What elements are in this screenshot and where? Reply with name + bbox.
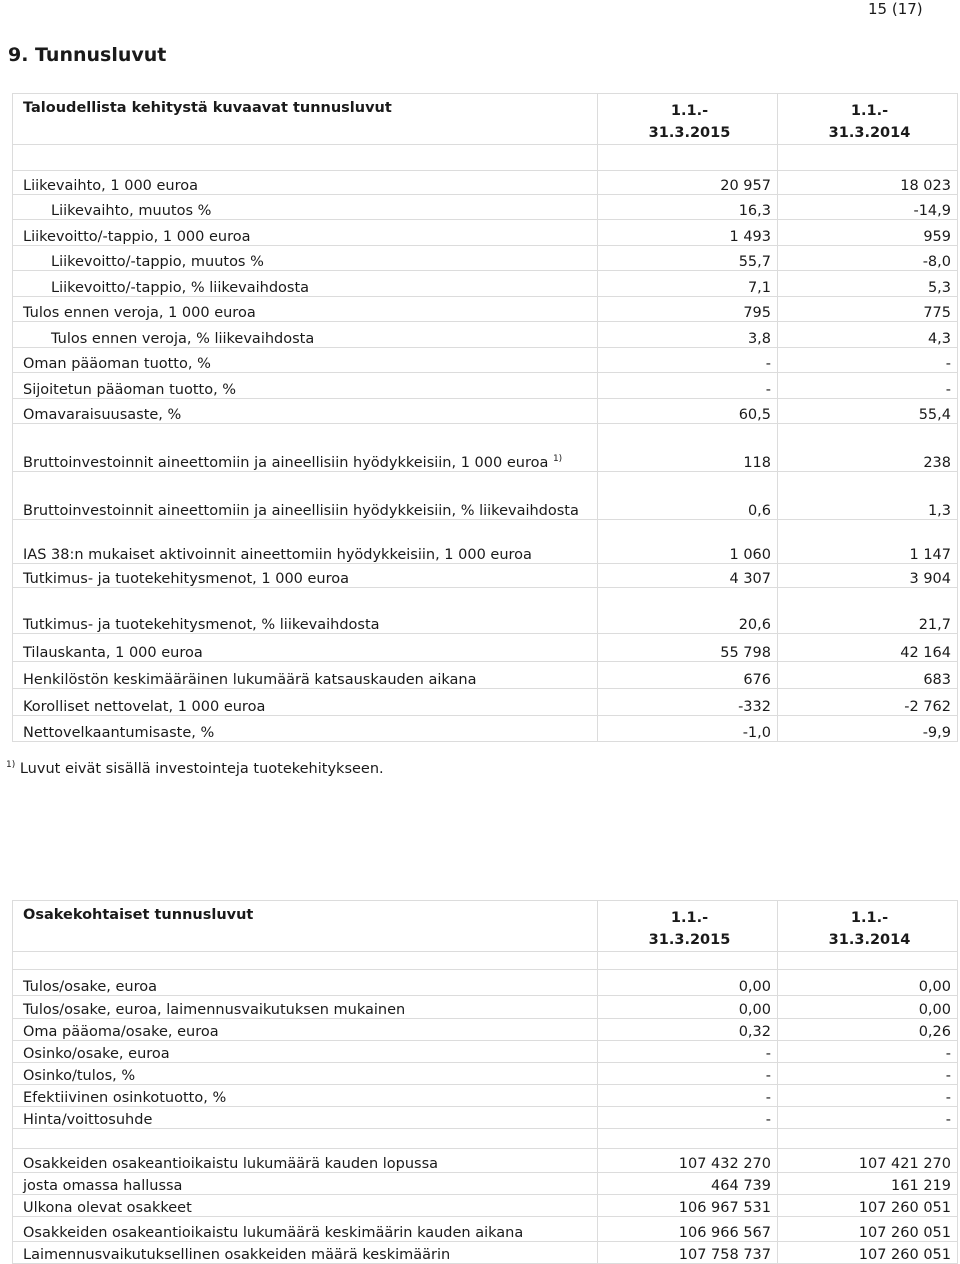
value-2015: 0,00 [598, 996, 778, 1019]
value-2014: 18 023 [778, 171, 958, 195]
value-2015: 16,3 [598, 195, 778, 220]
value-2014: 55,4 [778, 399, 958, 424]
value-2015: 464 739 [598, 1173, 778, 1195]
table-row [13, 246, 958, 271]
table-row [13, 1242, 958, 1264]
row-label-text: Tulos/osake, euroa, laimennusvaikutuksen mukainen [23, 1002, 406, 1018]
row-label [13, 564, 598, 588]
table-row [13, 348, 958, 373]
spacer-row [13, 1129, 958, 1149]
row-label [13, 1085, 598, 1107]
table-row [13, 662, 958, 689]
row-label-text: Tilauskanta, 1 000 euroa [23, 645, 203, 661]
table-row [13, 322, 958, 348]
value-2014: 107 260 051 [778, 1217, 958, 1242]
row-label [13, 1019, 598, 1041]
value-2015: 118 [598, 424, 778, 472]
row-label-text: Omavaraisuusaste, % [23, 407, 182, 423]
value-2014: -8,0 [778, 246, 958, 271]
table-row [13, 424, 958, 472]
row-label-text: Liikevoitto/-tappio, muutos % [51, 254, 264, 270]
table-row [13, 634, 958, 662]
value-2015: 55,7 [598, 246, 778, 271]
value-2014: - [778, 1107, 958, 1129]
table-row [13, 220, 958, 246]
row-label-text: Nettovelkaantumisaste, % [23, 725, 215, 741]
value-2014: 683 [778, 662, 958, 689]
row-label [13, 1195, 598, 1217]
row-label-text: Tutkimus- ja tuotekehitysmenot, 1 000 euroa [23, 571, 350, 587]
table-row [13, 271, 958, 297]
value-2015: 0,32 [598, 1019, 778, 1041]
table-row [13, 716, 958, 742]
value-2014: -9,9 [778, 716, 958, 742]
row-label [13, 195, 598, 220]
row-label [13, 348, 598, 373]
value-2015: 795 [598, 297, 778, 322]
value-2014: 161 219 [778, 1173, 958, 1195]
value-2014: 107 260 051 [778, 1195, 958, 1217]
value-2014: 3 904 [778, 564, 958, 588]
row-label-text: Hinta/voittosuhde [23, 1112, 153, 1128]
per-share-table [12, 900, 958, 1264]
value-2014: - [778, 348, 958, 373]
table-row [13, 1085, 958, 1107]
row-label [13, 271, 598, 297]
value-2014: -14,9 [778, 195, 958, 220]
row-label-text: Bruttoinvestoinnit aineettomiin ja aineellisiin hyödykkeisiin, % liikevaihdosta [23, 503, 579, 519]
row-label-text: Ulkona olevat osakkeet [23, 1200, 192, 1216]
row-label [13, 399, 598, 424]
table-row [13, 1063, 958, 1085]
row-label-text: Oma pääoma/osake, euroa [23, 1024, 219, 1040]
row-label [13, 689, 598, 716]
row-label-text: Tulos ennen veroja, 1 000 euroa [23, 305, 256, 321]
value-2014: 5,3 [778, 271, 958, 297]
row-label [13, 1217, 598, 1242]
value-2015: 106 966 567 [598, 1217, 778, 1242]
value-2015: 3,8 [598, 322, 778, 348]
value-2015: 1 060 [598, 520, 778, 564]
table-heading: Taloudellista kehitystä kuvaavat tunnusluvut [13, 94, 598, 145]
row-label [13, 171, 598, 195]
row-label [13, 1242, 598, 1264]
footnote-text: Luvut eivät sisällä investointeja tuotekehitykseen. [19, 760, 384, 777]
row-label-text: Korolliset nettovelat, 1 000 euroa [23, 699, 266, 715]
period-2014-header: 1.1.- 31.3.2014 [778, 94, 958, 145]
table-row [13, 1041, 958, 1063]
table-header-row [13, 901, 958, 952]
value-2015: - [598, 1107, 778, 1129]
value-2015: 20,6 [598, 588, 778, 634]
row-label [13, 1149, 598, 1173]
table-row [13, 1217, 958, 1242]
table-row [13, 1173, 958, 1195]
row-label-text: Laimennusvaikutuksellinen osakkeiden määrä keskimäärin [23, 1247, 451, 1263]
period-2015-header: 1.1.- 31.3.2015 [598, 94, 778, 145]
value-2015: 7,1 [598, 271, 778, 297]
row-label [13, 297, 598, 322]
value-2015: - [598, 1063, 778, 1085]
row-label-text: Tulos ennen veroja, % liikevaihdosta [51, 331, 315, 347]
value-2015: 107 432 270 [598, 1149, 778, 1173]
table-heading: Osakekohtaiset tunnusluvut [13, 901, 598, 952]
value-2014: 4,3 [778, 322, 958, 348]
footnote-ref: 1) [552, 454, 563, 465]
row-label-text: Tutkimus- ja tuotekehitysmenot, % liikevaihdosta [23, 617, 380, 633]
row-label [13, 1063, 598, 1085]
value-2015: 1 493 [598, 220, 778, 246]
row-label [13, 472, 598, 520]
value-2015: 106 967 531 [598, 1195, 778, 1217]
value-2014: 0,00 [778, 996, 958, 1019]
row-label [13, 588, 598, 634]
table-row [13, 1019, 958, 1041]
value-2014: 775 [778, 297, 958, 322]
footnote [6, 760, 384, 777]
table-row [13, 689, 958, 716]
row-label [13, 1107, 598, 1129]
row-label [13, 246, 598, 271]
table-row [13, 399, 958, 424]
value-2015: 676 [598, 662, 778, 689]
page-number: 15 (17) [868, 0, 923, 18]
table-row [13, 297, 958, 322]
value-2015: - [598, 348, 778, 373]
row-label-text: Sijoitetun pääoman tuotto, % [23, 382, 237, 398]
row-label [13, 716, 598, 742]
value-2014: 0,26 [778, 1019, 958, 1041]
row-label-text: Osakkeiden osakeantioikaistu lukumäärä keskimäärin kauden aikana [23, 1225, 524, 1241]
row-label [13, 373, 598, 399]
row-label [13, 1041, 598, 1063]
value-2015: - [598, 1041, 778, 1063]
value-2015: 0,6 [598, 472, 778, 520]
row-label [13, 662, 598, 689]
row-label-text: Liikevaihto, muutos % [51, 203, 212, 219]
row-label-text: Bruttoinvestoinnit aineettomiin ja aineellisiin hyödykkeisiin, 1 000 euroa [23, 455, 549, 471]
value-2015: - [598, 373, 778, 399]
value-2015: 107 758 737 [598, 1242, 778, 1264]
table-row [13, 996, 958, 1019]
table-row [13, 171, 958, 195]
row-label-text: josta omassa hallussa [23, 1178, 183, 1194]
table-row [13, 1195, 958, 1217]
spacer-row [13, 952, 958, 970]
table-row [13, 588, 958, 634]
row-label-text: Oman pääoman tuotto, % [23, 356, 211, 372]
row-label [13, 1173, 598, 1195]
row-label [13, 220, 598, 246]
row-label-text: IAS 38:n mukaiset aktivoinnit aineettomiin hyödykkeisiin, 1 000 euroa [23, 547, 532, 563]
value-2014: 0,00 [778, 970, 958, 996]
row-label-text: Osinko/osake, euroa [23, 1046, 170, 1062]
table-row [13, 1107, 958, 1129]
footnote-marker: 1) [6, 760, 16, 770]
row-label [13, 970, 598, 996]
value-2015: 20 957 [598, 171, 778, 195]
section-title: 9. Tunnusluvut [8, 44, 167, 66]
spacer-row [13, 145, 958, 171]
row-label-text: Liikevoitto/-tappio, % liikevaihdosta [51, 280, 310, 296]
value-2014: 238 [778, 424, 958, 472]
table-row [13, 970, 958, 996]
value-2015: 4 307 [598, 564, 778, 588]
value-2015: -1,0 [598, 716, 778, 742]
row-label-text: Liikevoitto/-tappio, 1 000 euroa [23, 229, 251, 245]
table-row [13, 472, 958, 520]
value-2015: 55 798 [598, 634, 778, 662]
financial-ratios-table [12, 93, 958, 742]
value-2014: 959 [778, 220, 958, 246]
value-2014: - [778, 1063, 958, 1085]
value-2014: 1,3 [778, 472, 958, 520]
row-label-text: Osakkeiden osakeantioikaistu lukumäärä kauden lopussa [23, 1156, 439, 1172]
value-2014: -2 762 [778, 689, 958, 716]
period-2015-header: 1.1.- 31.3.2015 [598, 901, 778, 952]
row-label [13, 424, 598, 472]
value-2015: 0,00 [598, 970, 778, 996]
row-label [13, 322, 598, 348]
row-label-text: Tulos/osake, euroa [23, 979, 158, 995]
row-label-text: Osinko/tulos, % [23, 1068, 136, 1084]
row-label-text: Liikevaihto, 1 000 euroa [23, 178, 199, 194]
row-label [13, 520, 598, 564]
row-label-text: Efektiivinen osinkotuotto, % [23, 1090, 227, 1106]
value-2014: - [778, 373, 958, 399]
value-2014: 107 260 051 [778, 1242, 958, 1264]
value-2015: - [598, 1085, 778, 1107]
table-row [13, 195, 958, 220]
value-2014: 21,7 [778, 588, 958, 634]
value-2014: - [778, 1085, 958, 1107]
value-2014: 42 164 [778, 634, 958, 662]
value-2015: -332 [598, 689, 778, 716]
value-2014: - [778, 1041, 958, 1063]
table-row [13, 1149, 958, 1173]
value-2015: 60,5 [598, 399, 778, 424]
table-row [13, 520, 958, 564]
table-row [13, 373, 958, 399]
row-label-text: Henkilöstön keskimääräinen lukumäärä katsauskauden aikana [23, 672, 477, 688]
period-2014-header: 1.1.- 31.3.2014 [778, 901, 958, 952]
row-label [13, 996, 598, 1019]
table-row [13, 564, 958, 588]
value-2014: 1 147 [778, 520, 958, 564]
row-label [13, 634, 598, 662]
value-2014: 107 421 270 [778, 1149, 958, 1173]
table-header-row [13, 94, 958, 145]
